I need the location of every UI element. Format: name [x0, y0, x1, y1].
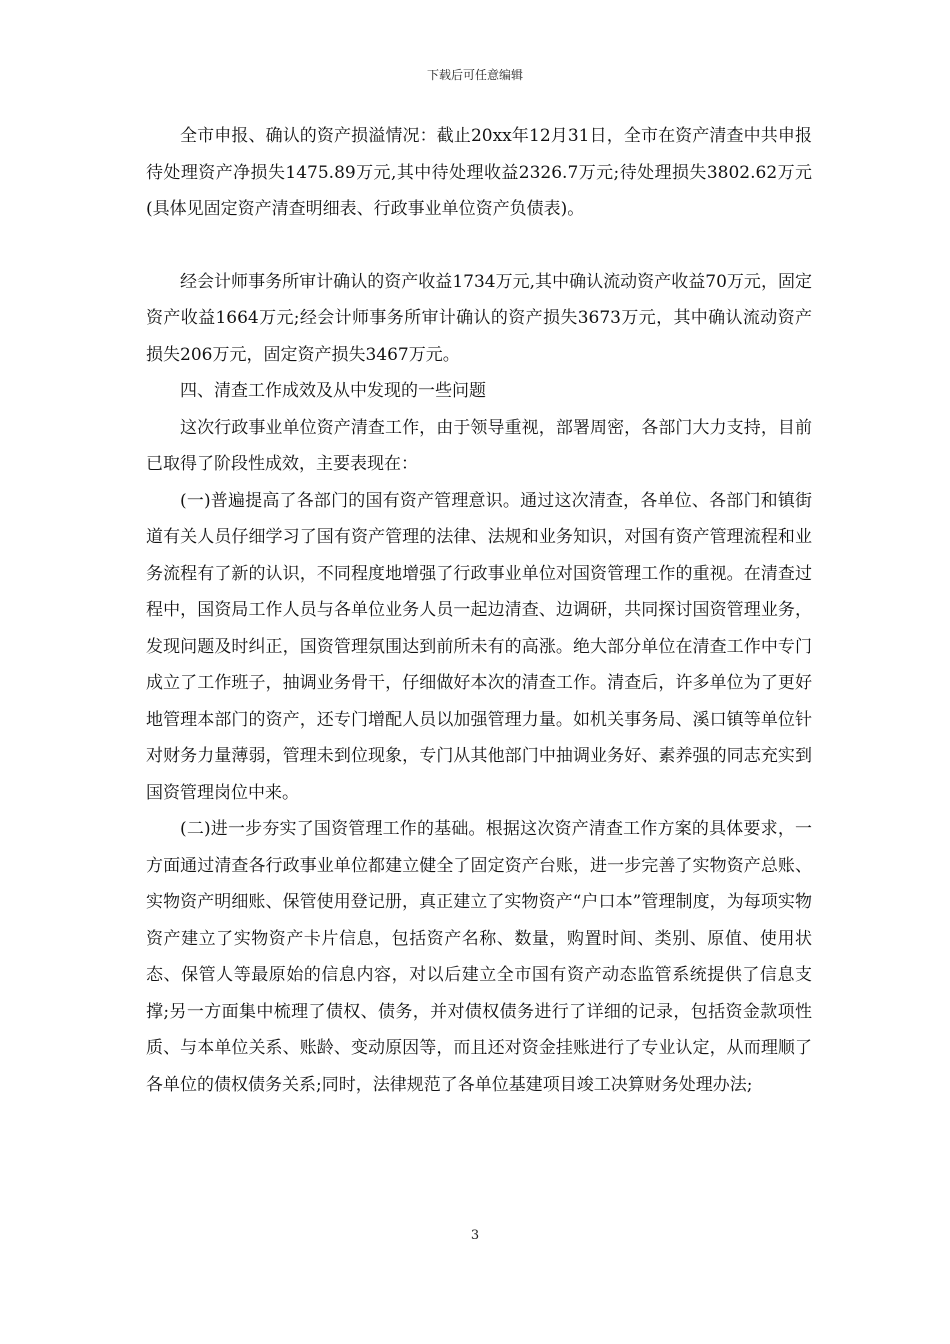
document-body [146, 118, 812, 1103]
paragraph-point-one: (一)普遍提高了各部门的国有资产管理意识。通过这次清查，各单位、各部门和镇街道有关人员仔细学习了国有资产管理的法律、法规和业务知识，对国有资产管理流程和业务流程有了新的认识，不同程度地增强了行政事业单位对国资管理工作的重视。在清查过程中，国资局工作人员与各单位业务人员一起边清查、边调研，共同探讨国资管理业务，发现问题及时纠正，国资管理氛围达到前所未有的高涨。绝大部分单位在清查工作中专门成立了工作班子，抽调业务骨干，仔细做好本次的清查工作。清查后，许多单位为了更好地管理本部门的资产，还专门增配人员以加强管理力量。如机关事务局、溪口镇等单位针对财务力量薄弱，管理未到位现象，专门从其他部门中抽调业务好、素养强的同志充实到国资管理岗位中来。 [146, 490, 812, 803]
paragraph-asset-loss-summary: 全市申报、确认的资产损溢情况：截止20xx年12月31日，全市在资产清查中共申报待处理资产净损失1475.89万元,其中待处理收益2326.7万元;待处理损失3802.62万元(具体见固定资产清查明细表、行政事业单位资产负债表)。 [146, 126, 812, 219]
paragraph-point-two: (二)进一步夯实了国资管理工作的基础。根据这次资产清查工作方案的具体要求，一方面通过清查各行政事业单位都建立健全了固定资产台账，进一步完善了实物资产总账、实物资产明细账、保管使用登记册，真正建立了实物资产“户口本”管理制度，为每项实物资产建立了实物资产卡片信息，包括资产名称、数量，购置时间、类别、原值、使用状态、保管人等最原始的信息内容，对以后建立全市国有资产动态监管系统提供了信息支撑;另一方面集中梳理了债权、债务，并对债权债务进行了详细的记录，包括资金款项性质、与本单位关系、账龄、变动原因等，而且还对资金挂账进行了专业认定，从而理顺了各单位的债权债务关系;同时，法律规范了各单位基建项目竣工决算财务处理办法; [146, 819, 812, 1095]
page-header: 下载后可任意编辑 [426, 68, 523, 82]
paragraph-audit-confirmation: 经会计师事务所审计确认的资产收益1734万元,其中确认流动资产收益70万元，固定资产收益1664万元;经会计师事务所审计确认的资产损失3673万元，其中确认流动资产损失206万元，固定资产损失3467万元。 [146, 271, 812, 365]
section-heading-results: 四、清查工作成效及从中发现的一些问题 [180, 381, 486, 401]
paragraph-results-intro: 这次行政事业单位资产清查工作，由于领导重视，部署周密，各部门大力支持，目前已取得了阶段性成效，主要表现在： [146, 417, 812, 474]
page-number: 3 [470, 1228, 480, 1243]
